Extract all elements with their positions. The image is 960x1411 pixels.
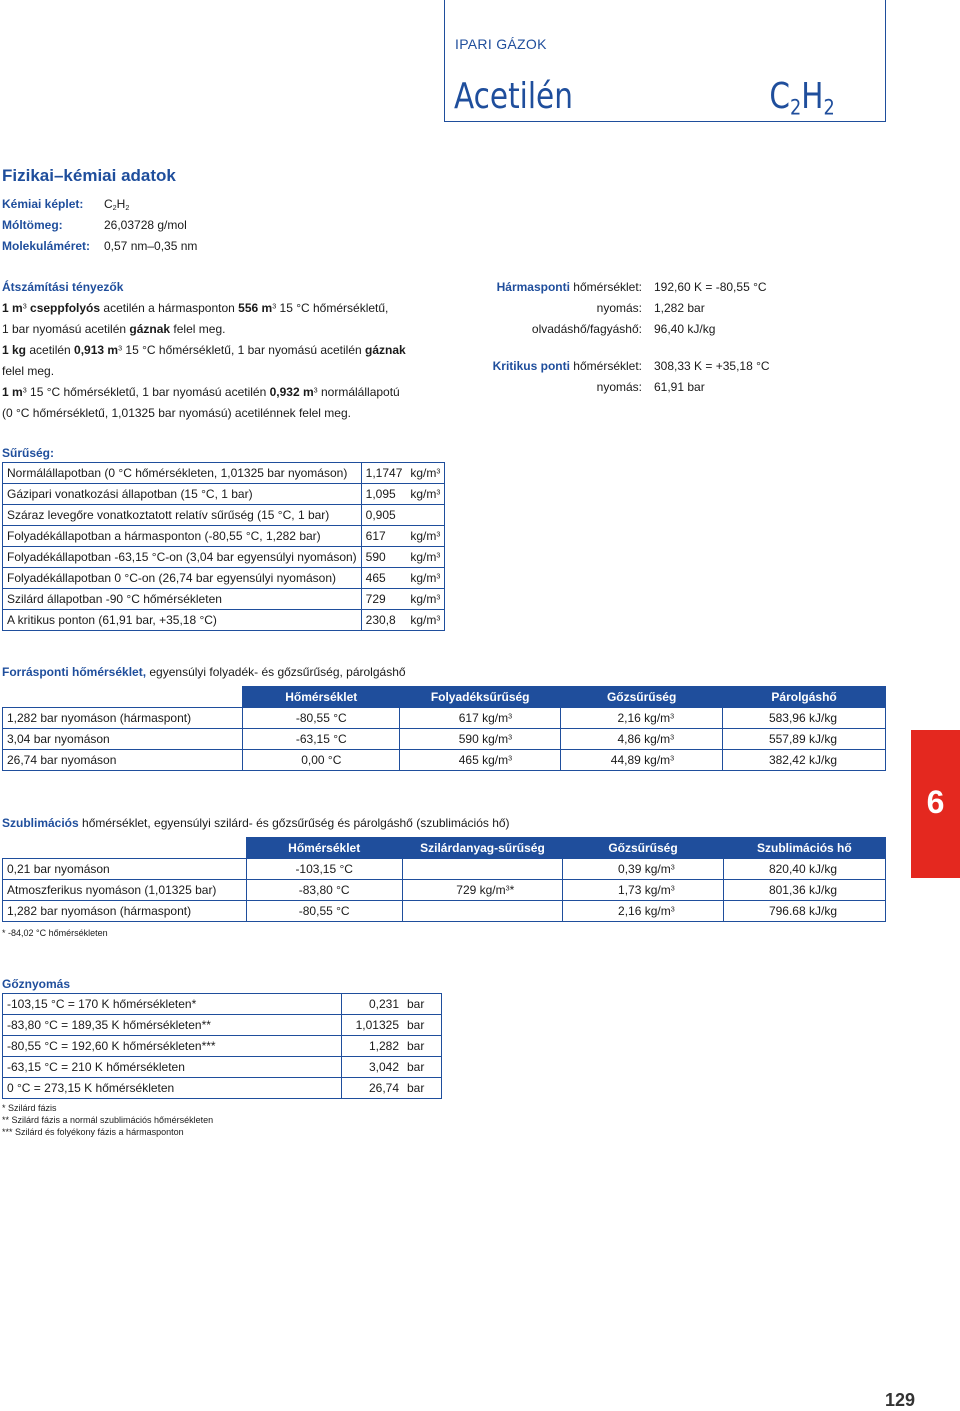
column-header: Hőmérséklet <box>243 687 400 708</box>
row-value <box>400 708 561 729</box>
vapor-unit: bar <box>403 1036 442 1057</box>
footnote-star: * <box>509 883 515 897</box>
critical-temp-label: Kritikus ponti hőmérséklet: <box>492 359 642 373</box>
table-row <box>3 880 886 901</box>
table-row <box>3 589 445 610</box>
column-header: Gőzsűrűség <box>561 687 723 708</box>
table-row <box>3 463 445 484</box>
row-value <box>246 901 402 922</box>
vapor-footnote-1: * Szilárd fázis <box>2 1103 57 1113</box>
page-number: 129 <box>884 1390 915 1410</box>
conversion-title: Átszámítási tényezők <box>2 280 124 294</box>
table-row <box>3 1036 442 1057</box>
table-row <box>3 526 445 547</box>
row-value <box>400 750 561 771</box>
table-row <box>3 1057 442 1078</box>
column-header: Hőmérséklet <box>246 838 402 859</box>
header-row <box>3 838 886 859</box>
density-value: 729 <box>361 589 406 610</box>
unit-exponent: 3 <box>505 883 510 893</box>
density-label: Normálállapotban (0 °C hőmérsékleten, 1,01325 bar nyomáson) <box>3 463 362 484</box>
row-value <box>402 901 563 922</box>
density-unit <box>406 505 445 526</box>
row-label <box>3 729 243 750</box>
column-header: Szublimációs hő <box>723 838 885 859</box>
header-row <box>3 687 886 708</box>
density-table <box>2 462 445 631</box>
row-value <box>400 729 561 750</box>
critical-pressure-value: 61,91 bar <box>654 380 705 394</box>
row-value <box>563 859 723 880</box>
unit-text: kg/m <box>410 571 437 585</box>
unit-text: kg/m <box>410 487 437 501</box>
row-value <box>723 708 886 729</box>
cell-text: -103,15 °C <box>295 862 353 876</box>
vapor-unit: bar <box>403 1057 442 1078</box>
density-label: Szilárd állapotban -90 °C hőmérsékleten <box>3 589 362 610</box>
density-value: 1,095 <box>361 484 406 505</box>
conversion-line-5: 1 $m^3$ 15 °C hőmérsékletű, 1 bar nyomású acetilén 0,932 $m^3$ normálállapotú <box>2 385 400 399</box>
column-header: Párolgáshő <box>723 687 886 708</box>
vapor-title: Gőznyomás <box>2 977 71 991</box>
vapor-unit: bar <box>403 1078 442 1099</box>
table-row <box>3 568 445 589</box>
vapor-label: 0 °C = 273,15 K hőmérsékleten <box>3 1078 342 1099</box>
density-unit <box>406 568 445 589</box>
triple-heat-value: 96,40 kJ/kg <box>654 322 716 336</box>
unit-exponent: 3 <box>436 529 441 539</box>
density-title: Sűrűség: <box>2 446 55 460</box>
row-value <box>243 750 400 771</box>
unit-text: kg/m <box>410 592 437 606</box>
vapor-unit: bar <box>403 994 442 1015</box>
row-value <box>723 859 885 880</box>
unit-exponent: 3 <box>508 753 513 763</box>
table-row <box>3 484 445 505</box>
cell-text: 796.68 kJ/kg <box>768 904 837 918</box>
table-row <box>3 729 886 750</box>
molar-label: Móltömeg: <box>2 218 63 232</box>
triple-pressure-value: 1,282 bar <box>654 301 705 315</box>
column-header: Gőzsűrűség <box>563 838 723 859</box>
cell-text: 617 kg/m <box>458 711 509 725</box>
cell-text: 0,00 °C <box>301 753 342 767</box>
row-value <box>243 729 400 750</box>
cell-text: 2,16 kg/m <box>617 711 671 725</box>
cell-text: 3,04 bar nyomáson <box>7 732 110 746</box>
cell-text: -63,15 °C <box>295 732 347 746</box>
vapor-unit: bar <box>403 1015 442 1036</box>
cell-text: 2,16 kg/m <box>618 904 671 918</box>
unit-exponent: 3 <box>670 711 675 721</box>
row-label <box>3 750 243 771</box>
triple-heat-label: olvadáshő/fagyáshő: <box>531 322 642 336</box>
table-row <box>3 859 886 880</box>
cell-text: -80,55 °C <box>295 711 347 725</box>
chapter-tab: 6 <box>911 730 960 878</box>
cell-text: 801,36 kJ/kg <box>768 883 837 897</box>
row-value <box>246 880 402 901</box>
unit-text: kg/m <box>410 466 437 480</box>
vapor-label: -83,80 °C = 189,35 K hőmérsékleten** <box>3 1015 342 1036</box>
row-value <box>402 880 563 901</box>
cell-text: -83,80 °C <box>298 883 350 897</box>
row-value <box>723 880 885 901</box>
header-box <box>444 0 886 122</box>
cell-text: 382,42 kJ/kg <box>768 753 837 767</box>
cell-text: 1,73 kg/m <box>618 883 671 897</box>
triple-temp-value: 192,60 K = -80,55 °C <box>654 280 767 294</box>
row-label <box>3 859 247 880</box>
table-row <box>3 610 445 631</box>
column-header: Szilárdanyag-sűrűség <box>402 838 563 859</box>
header-blank <box>3 838 247 859</box>
conversion-line-2: 1 bar nyomású acetilén gáznak felel meg. <box>2 322 226 336</box>
row-label <box>3 708 243 729</box>
cell-text: 26,74 bar nyomáson <box>7 753 117 767</box>
density-unit <box>406 484 445 505</box>
cell-text: 820,40 kJ/kg <box>768 862 837 876</box>
cell-text: 465 kg/m <box>458 753 509 767</box>
vapor-label: -63,15 °C = 210 K hőmérsékleten <box>3 1057 342 1078</box>
cell-text: 0,39 kg/m <box>618 862 671 876</box>
row-value <box>402 859 563 880</box>
unit-exponent: 3 <box>670 753 675 763</box>
row-value <box>243 708 400 729</box>
density-value: 230,8 <box>361 610 406 631</box>
conversion-line-1: 1 $m^3$ cseppfolyós acetilén a hármasponton 556 $m^3$ 15 °C hőmérsékletű, <box>2 301 389 315</box>
unit-exponent: 3 <box>670 732 675 742</box>
unit-exponent: 3 <box>508 711 513 721</box>
row-value <box>246 859 402 880</box>
vapor-label: -103,15 °C = 170 K hőmérsékleten* <box>3 994 342 1015</box>
unit-text: kg/m <box>410 613 437 627</box>
cell-text: -80,55 °C <box>298 904 350 918</box>
unit-exponent: 3 <box>670 904 675 914</box>
triple-temp-label: Hármasponti hőmérséklet: <box>496 280 642 294</box>
density-value: 1,1747 <box>361 463 406 484</box>
conversion-line-4: felel meg. <box>2 364 55 378</box>
critical-pressure-label: nyomás: <box>596 380 642 394</box>
unit-exponent: 3 <box>670 862 675 872</box>
table-row <box>3 547 445 568</box>
row-value <box>723 729 886 750</box>
density-label: Száraz levegőre vonatkoztatott relatív sűrűség (15 °C, 1 bar) <box>3 505 362 526</box>
row-value <box>561 708 723 729</box>
vapor-value: 0,231 <box>342 994 404 1015</box>
unit-exponent: 3 <box>508 732 513 742</box>
table-row <box>3 505 445 526</box>
conversion-line-6: (0 °C hőmérsékletű, 1,01325 bar nyomású) acetilénnek felel meg. <box>2 406 351 420</box>
size-value: 0,57 nm–0,35 nm <box>104 239 198 253</box>
row-value <box>563 880 723 901</box>
cell-text: Atmoszferikus nyomáson (1,01325 bar) <box>7 883 217 897</box>
boiling-title: Forrásponti hőmérséklet, egyensúlyi folyadék- és gőzsűrűség, párolgáshő <box>2 665 406 679</box>
cell-text: 729 kg/m <box>456 883 506 897</box>
cell-text: 0,21 bar nyomáson <box>7 862 110 876</box>
unit-exponent: 3 <box>436 571 441 581</box>
cell-text: 557,89 kJ/kg <box>768 732 837 746</box>
sublimation-footnote: * -84,02 °C hőmérsékleten <box>2 928 108 938</box>
density-unit <box>406 610 445 631</box>
density-value: 0,905 <box>361 505 406 526</box>
title-formula: $C_2H_2$ <box>769 76 835 121</box>
density-label: A kritikus ponton (61,91 bar, +35,18 °C) <box>3 610 362 631</box>
density-value: 465 <box>361 568 406 589</box>
vapor-footnote-2: ** Szilárd fázis a normál szublimációs hőmérsékleten <box>2 1115 214 1125</box>
table-row <box>3 1015 442 1036</box>
vapor-value: 1,01325 <box>342 1015 404 1036</box>
density-unit <box>406 547 445 568</box>
vapor-label: -80,55 °C = 192,60 K hőmérsékleten*** <box>3 1036 342 1057</box>
density-label: Gázipari vonatkozási állapotban (15 °C, 1 bar) <box>3 484 362 505</box>
row-value <box>563 901 723 922</box>
column-header: Folyadéksűrűség <box>400 687 561 708</box>
cell-text: 44,89 kg/m <box>610 753 671 767</box>
density-unit <box>406 589 445 610</box>
table-row <box>3 708 886 729</box>
density-value: 617 <box>361 526 406 547</box>
unit-exponent: 3 <box>436 466 441 476</box>
sublimation-title: Szublimációs hőmérséklet, egyensúlyi szilárd- és gőzsűrűség és párolgáshő (szublimációs hő) <box>2 816 510 830</box>
table-row <box>3 901 886 922</box>
unit-exponent: 3 <box>436 613 441 623</box>
cell-text: 590 kg/m <box>458 732 509 746</box>
row-value <box>561 729 723 750</box>
row-value <box>723 750 886 771</box>
unit-text: kg/m <box>410 529 437 543</box>
row-label <box>3 901 247 922</box>
unit-exponent: 3 <box>436 487 441 497</box>
row-value <box>561 750 723 771</box>
table-row <box>3 750 886 771</box>
unit-exponent: 3 <box>436 592 441 602</box>
physchem-title: Fizikai–kémiai adatok <box>2 166 176 185</box>
density-label: Folyadékállapotban a hármasponton (-80,55 °C, 1,282 bar) <box>3 526 362 547</box>
density-label: Folyadékállapotban 0 °C-on (26,74 bar egyensúlyi nyomáson) <box>3 568 362 589</box>
size-label: Molekuláméret: <box>2 239 91 253</box>
boiling-table <box>2 686 886 771</box>
header-blank <box>3 687 243 708</box>
formula-value: $C_2H_2$ <box>104 197 130 213</box>
critical-temp-value: 308,33 K = +35,18 °C <box>654 359 770 373</box>
vapor-value: 3,042 <box>342 1057 404 1078</box>
density-label: Folyadékállapotban -63,15 °C-on (3,04 bar egyensúlyi nyomáson) <box>3 547 362 568</box>
cell-text: 1,282 bar nyomáson (hármaspont) <box>7 904 192 918</box>
molar-value: 26,03728 g/mol <box>104 218 187 232</box>
vapor-value: 1,282 <box>342 1036 404 1057</box>
category-label: IPARI GÁZOK <box>455 36 547 52</box>
unit-text: kg/m <box>410 550 437 564</box>
unit-exponent: 3 <box>436 550 441 560</box>
vapor-value: 26,74 <box>342 1078 404 1099</box>
density-unit <box>406 526 445 547</box>
unit-exponent: 3 <box>670 883 675 893</box>
table-row <box>3 994 442 1015</box>
formula-label: Kémiai képlet: <box>2 197 84 211</box>
cell-text: 1,282 bar nyomáson (hármaspont) <box>7 711 192 725</box>
table-row <box>3 1078 442 1099</box>
vapor-table <box>2 993 442 1099</box>
row-value <box>723 901 885 922</box>
triple-pressure-label: nyomás: <box>596 301 642 315</box>
vapor-footnote-3: *** Szilárd és folyékony fázis a hármasponton <box>2 1127 184 1137</box>
density-unit <box>406 463 445 484</box>
cell-text: 4,86 kg/m <box>617 732 671 746</box>
row-label <box>3 880 247 901</box>
cell-text: 583,96 kJ/kg <box>768 711 837 725</box>
conversion-line-3: 1 kg acetilén 0,913 $m^3$ 15 °C hőmérsékletű, 1 bar nyomású acetilén gáznak <box>2 343 406 357</box>
page-title: Acetilén <box>454 76 573 117</box>
density-value: 590 <box>361 547 406 568</box>
sublimation-table <box>2 837 886 922</box>
